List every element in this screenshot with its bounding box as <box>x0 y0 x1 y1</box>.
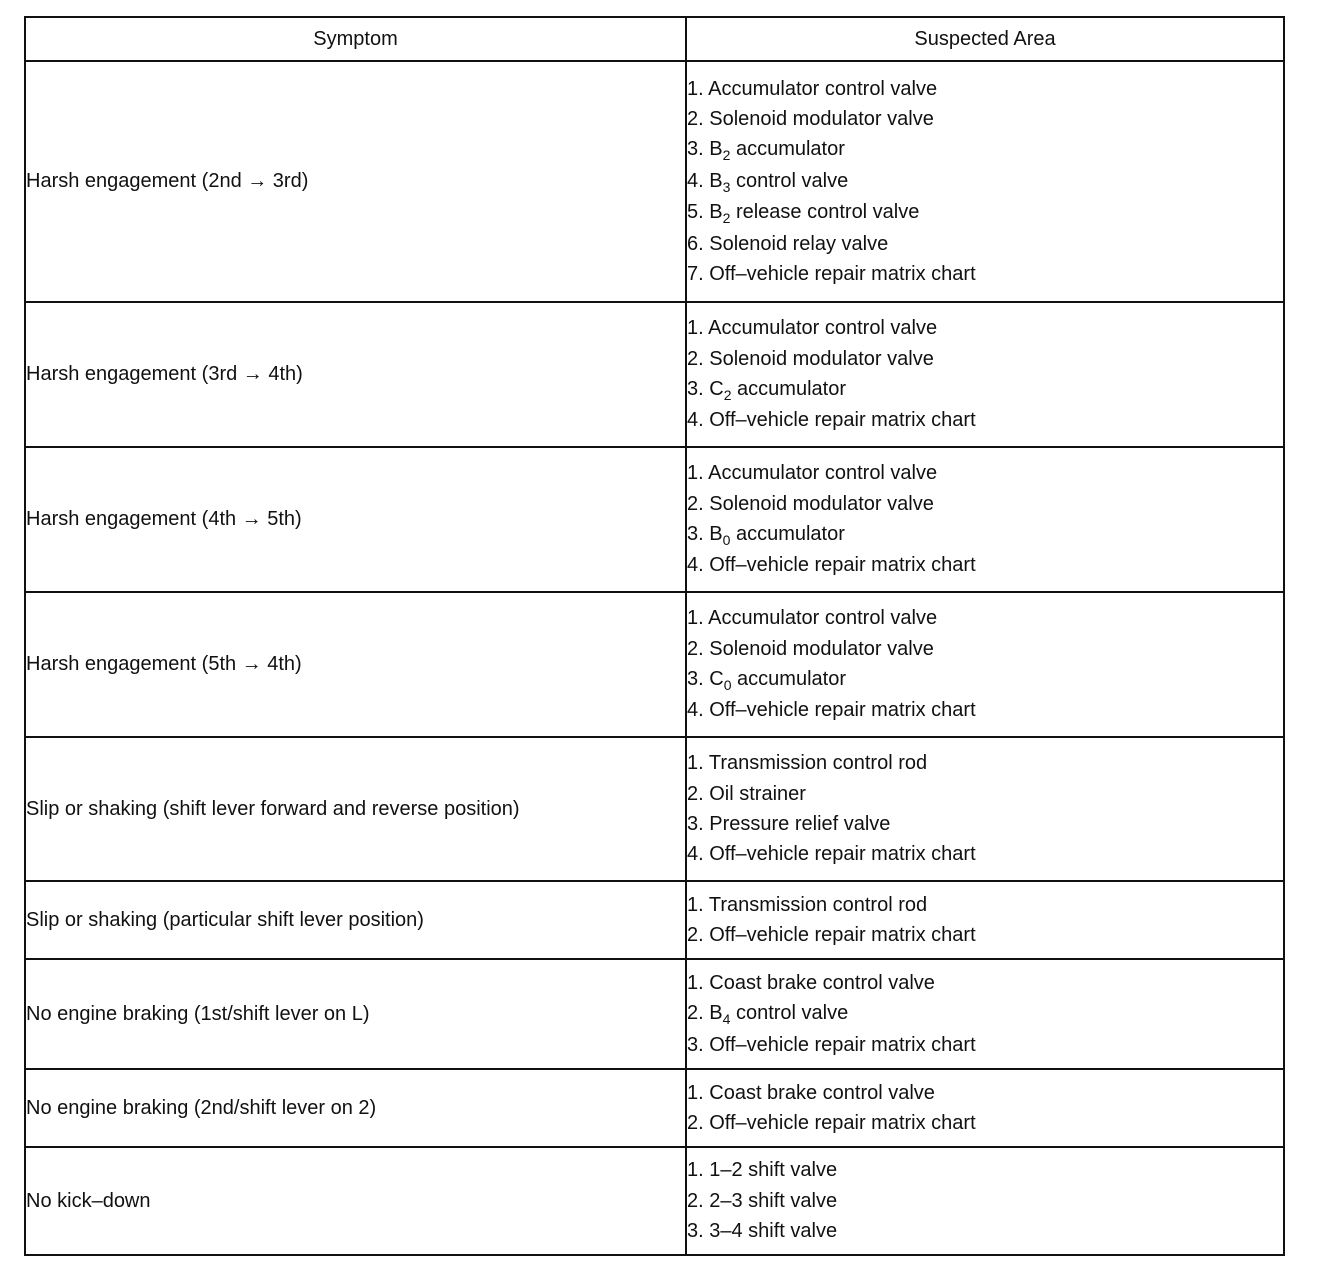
symptom-cell: Harsh engagement (3rd → 4th) <box>25 302 686 447</box>
item-text: Solenoid modulator valve <box>709 347 934 370</box>
item-number: 1. <box>687 77 704 100</box>
item-text: B <box>709 201 723 224</box>
item-subscript: 2 <box>722 147 731 164</box>
list-item <box>687 1186 1283 1216</box>
symptom-cell: Harsh engagement (2nd → 3rd) <box>25 61 686 302</box>
item-text: Solenoid relay valve <box>709 232 889 255</box>
item-text-suffix: accumulator <box>731 378 846 400</box>
item-number: 2. <box>687 107 704 130</box>
suspected-area-list <box>687 748 1283 870</box>
list-item <box>687 748 1283 778</box>
item-number: 1. <box>687 317 704 340</box>
item-subscript: 2 <box>722 210 731 227</box>
list-item <box>687 998 1283 1029</box>
item-text: C <box>709 668 724 690</box>
item-subscript: 0 <box>722 532 731 548</box>
list-item <box>687 1216 1283 1246</box>
suspected-area-cell <box>686 592 1284 737</box>
symptom-cell: Harsh engagement (4th → 5th) <box>25 447 686 592</box>
list-item <box>687 259 1283 289</box>
item-number: 1. <box>687 1159 704 1182</box>
troubleshooting-table <box>24 16 1285 1256</box>
item-number: 7. <box>687 263 704 286</box>
item-text: Transmission control rod <box>708 752 928 775</box>
item-text: Transmission control rod <box>708 893 928 916</box>
item-number: 4. <box>687 843 704 866</box>
item-text-suffix: accumulator <box>731 668 846 690</box>
suspected-area-list <box>687 890 1283 951</box>
table-row <box>25 737 1284 881</box>
header-row <box>25 17 1284 61</box>
list-item <box>687 344 1283 374</box>
list-item <box>687 229 1283 259</box>
suspected-area-cell <box>686 737 1284 881</box>
item-subscript: 4 <box>722 1011 731 1028</box>
table-row <box>25 61 1284 302</box>
suspected-area-cell <box>686 1147 1284 1255</box>
item-text: Accumulator control valve <box>708 77 938 100</box>
item-text: Solenoid modulator valve <box>709 107 934 130</box>
item-text: Off–vehicle repair matrix chart <box>709 699 976 722</box>
suspected-area-list <box>687 603 1283 726</box>
item-text-suffix: control valve <box>730 1002 849 1025</box>
symptom-cell: No kick–down <box>25 1147 686 1255</box>
item-number: 2. <box>687 924 704 946</box>
item-number: 3. <box>687 1220 704 1243</box>
item-number: 4. <box>687 554 704 577</box>
suspected-area-cell <box>686 959 1284 1069</box>
item-text: Off–vehicle repair matrix chart <box>709 554 976 577</box>
item-text: Solenoid modulator valve <box>709 637 934 660</box>
suspected-area-cell <box>686 61 1284 302</box>
item-number: 3. <box>687 1033 704 1056</box>
list-item <box>687 550 1283 580</box>
symptom-cell: Slip or shaking (particular shift lever position) <box>25 881 686 959</box>
table-row <box>25 302 1284 447</box>
list-item <box>687 634 1283 664</box>
list-item <box>687 405 1283 435</box>
item-text: Coast brake control valve <box>709 971 935 994</box>
header-symptom: Symptom <box>25 17 686 61</box>
list-item <box>687 890 1283 920</box>
list-item <box>687 74 1283 104</box>
list-item <box>687 458 1283 488</box>
header-suspected-area: Suspected Area <box>686 17 1284 61</box>
item-text-suffix: release control valve <box>730 201 920 224</box>
item-text: Accumulator control valve <box>708 607 938 630</box>
table-row <box>25 592 1284 737</box>
item-text: B <box>709 138 723 161</box>
list-item <box>687 839 1283 869</box>
item-text: 3–4 shift valve <box>709 1220 838 1243</box>
item-number: 2. <box>687 782 704 805</box>
item-number: 1. <box>687 607 704 630</box>
suspected-area-list <box>687 458 1283 581</box>
item-text: 1–2 shift valve <box>709 1159 838 1182</box>
item-subscript: 2 <box>723 387 732 403</box>
item-text: Accumulator control valve <box>708 317 938 340</box>
symptom-cell: Harsh engagement (5th → 4th) <box>25 592 686 737</box>
item-text: Off–vehicle repair matrix chart <box>709 843 976 866</box>
suspected-area-cell <box>686 302 1284 447</box>
item-number: 2. <box>687 347 704 370</box>
table-body <box>25 61 1284 1255</box>
list-item <box>687 197 1283 228</box>
suspected-area-cell <box>686 447 1284 592</box>
suspected-area-cell <box>686 1069 1284 1147</box>
list-item <box>687 104 1283 134</box>
item-text: B <box>709 523 723 545</box>
table-row <box>25 959 1284 1069</box>
item-subscript: 3 <box>722 178 731 195</box>
item-text-suffix: accumulator <box>730 138 845 161</box>
item-number: 4. <box>687 699 704 722</box>
item-text: Solenoid modulator valve <box>709 492 934 515</box>
item-number: 5. <box>687 201 704 224</box>
item-number: 4. <box>687 409 704 432</box>
list-item <box>687 664 1283 695</box>
item-text: Off–vehicle repair matrix chart <box>709 1112 976 1134</box>
list-item <box>687 1155 1283 1185</box>
list-item <box>687 134 1283 165</box>
item-number: 1. <box>687 752 704 775</box>
item-text: Pressure relief valve <box>709 813 891 835</box>
list-item <box>687 489 1283 519</box>
suspected-area-list <box>687 74 1283 290</box>
item-number: 3. <box>687 138 704 161</box>
list-item <box>687 374 1283 405</box>
table-row <box>25 1147 1284 1255</box>
list-item <box>687 695 1283 725</box>
item-number: 1. <box>687 1081 704 1104</box>
list-item <box>687 1030 1283 1060</box>
item-text: Coast brake control valve <box>709 1081 935 1104</box>
item-number: 1. <box>687 462 704 485</box>
symptom-cell: Slip or shaking (shift lever forward and reverse position) <box>25 737 686 881</box>
list-item <box>687 809 1283 839</box>
list-item <box>687 779 1283 809</box>
list-item <box>687 920 1283 950</box>
item-number: 1. <box>687 893 704 916</box>
item-text: C <box>709 378 724 400</box>
list-item <box>687 603 1283 633</box>
item-number: 3. <box>687 378 704 400</box>
suspected-area-list <box>687 313 1283 436</box>
list-item <box>687 1078 1283 1108</box>
list-item <box>687 313 1283 343</box>
item-number: 2. <box>687 1189 704 1212</box>
item-text: B <box>709 169 723 192</box>
list-item <box>687 1108 1283 1138</box>
item-subscript: 0 <box>723 677 732 693</box>
item-number: 2. <box>687 1002 704 1025</box>
item-text: B <box>709 1002 723 1025</box>
item-text: Off–vehicle repair matrix chart <box>709 1033 976 1056</box>
item-number: 4. <box>687 169 704 192</box>
item-number: 2. <box>687 1112 704 1134</box>
item-text: Accumulator control valve <box>708 462 938 485</box>
item-number: 6. <box>687 232 704 255</box>
item-text: Oil strainer <box>709 782 806 805</box>
suspected-area-list <box>687 1155 1283 1246</box>
item-text-suffix: accumulator <box>730 523 845 545</box>
list-item <box>687 519 1283 550</box>
item-text: Off–vehicle repair matrix chart <box>709 263 976 286</box>
table-row <box>25 881 1284 959</box>
item-number: 3. <box>687 523 704 545</box>
item-text: Off–vehicle repair matrix chart <box>709 924 976 946</box>
item-number: 1. <box>687 971 704 994</box>
item-number: 3. <box>687 813 704 835</box>
item-number: 2. <box>687 492 704 515</box>
item-number: 2. <box>687 637 704 660</box>
item-number: 3. <box>687 668 704 690</box>
table-row <box>25 447 1284 592</box>
list-item <box>687 968 1283 998</box>
item-text: 2–3 shift valve <box>709 1189 838 1212</box>
item-text-suffix: control valve <box>730 169 849 192</box>
symptom-cell: No engine braking (2nd/shift lever on 2) <box>25 1069 686 1147</box>
suspected-area-list <box>687 968 1283 1060</box>
suspected-area-list <box>687 1078 1283 1139</box>
item-text: Off–vehicle repair matrix chart <box>709 409 976 432</box>
table-row <box>25 1069 1284 1147</box>
suspected-area-cell <box>686 881 1284 959</box>
list-item <box>687 166 1283 197</box>
symptom-cell: No engine braking (1st/shift lever on L) <box>25 959 686 1069</box>
